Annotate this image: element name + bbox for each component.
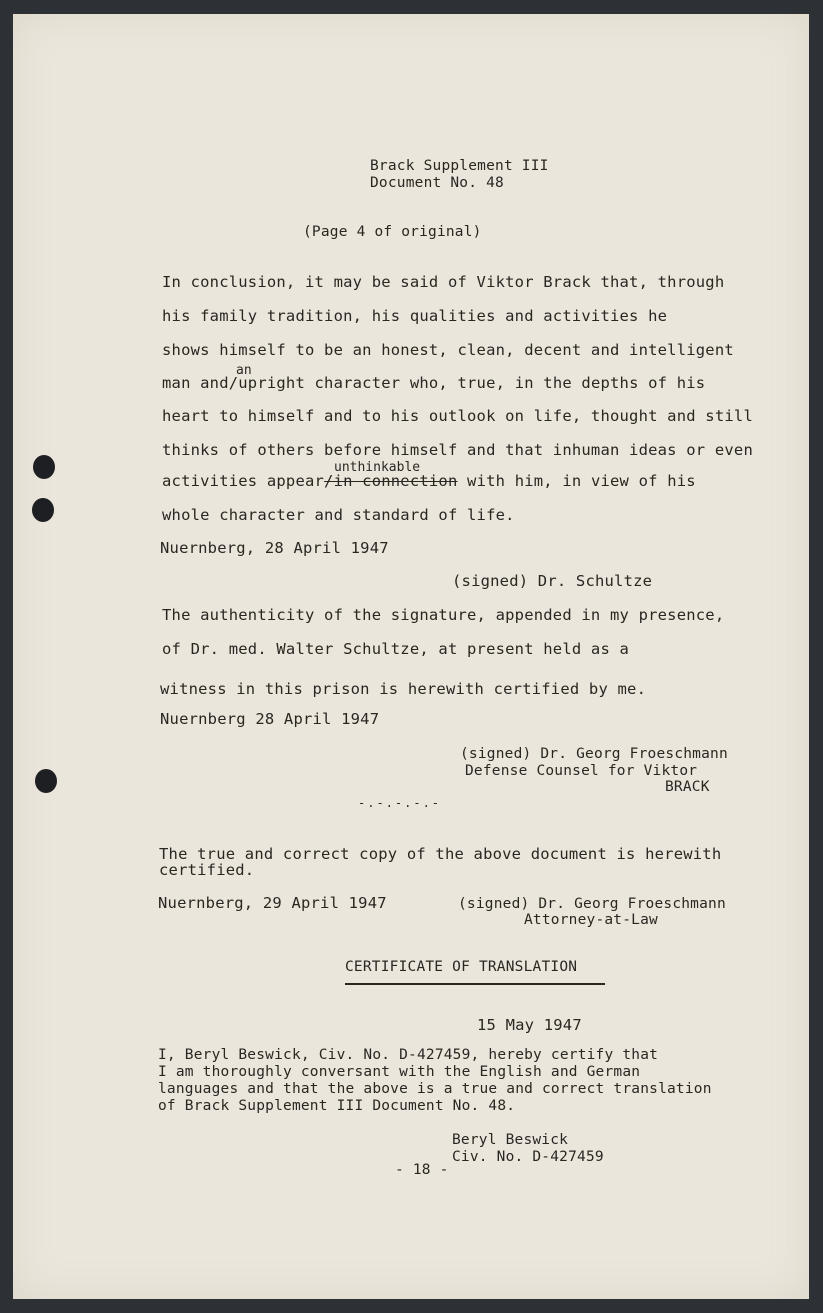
punch-hole bbox=[33, 455, 55, 479]
title-underline bbox=[345, 983, 605, 985]
punch-hole bbox=[35, 769, 57, 793]
statement-line: thinks of others before himself and that inhuman ideas or even bbox=[162, 441, 753, 459]
translation-line: languages and that the above is a true and correct translation bbox=[158, 1081, 712, 1097]
doc-header-line1: Brack Supplement III bbox=[370, 158, 549, 174]
statement-line: his family tradition, his qualities and activities he bbox=[162, 307, 668, 325]
signature-name: BRACK bbox=[665, 779, 710, 795]
struck-text: /in connection bbox=[324, 472, 458, 490]
statement-line: heart to himself and to his outlook on life, thought and still bbox=[162, 407, 753, 425]
signature-line: (signed) Dr. Schultze bbox=[452, 572, 653, 590]
translation-line: I am thoroughly conversant with the English and German bbox=[158, 1064, 641, 1080]
statement-line: shows himself to be an honest, clean, decent and intelligent bbox=[162, 341, 734, 359]
page-number: - 18 - bbox=[395, 1162, 449, 1178]
copy-cert-line: certified. bbox=[159, 861, 255, 879]
copy-cert-line: The true and correct copy of the above document is herewith bbox=[159, 845, 722, 863]
statement-line: In conclusion, it may be said of Viktor Brack that, through bbox=[162, 273, 725, 291]
signature-line: (signed) Dr. Georg Froeschmann bbox=[460, 746, 728, 762]
place-date: Nuernberg, 29 April 1947 bbox=[158, 894, 387, 912]
signature-title: Attorney-at-Law bbox=[524, 912, 658, 928]
signature-title: Defense Counsel for Viktor bbox=[465, 763, 698, 779]
authentication-line: of Dr. med. Walter Schultze, at present held as a bbox=[162, 640, 630, 658]
separator: -.-.-.-.- bbox=[358, 796, 442, 810]
handwritten-insertion: an bbox=[236, 363, 252, 378]
translation-date: 15 May 1947 bbox=[477, 1016, 582, 1034]
typed-insertion: unthinkable bbox=[334, 460, 421, 475]
place-date: Nuernberg, 28 April 1947 bbox=[160, 539, 389, 557]
authentication-line: The authenticity of the signature, appended in my presence, bbox=[162, 606, 725, 624]
statement-text: man and bbox=[162, 374, 229, 392]
translator-name: Beryl Beswick bbox=[452, 1132, 569, 1148]
doc-header-line2: Document No. 48 bbox=[370, 175, 504, 191]
page-reference: (Page 4 of original) bbox=[303, 224, 482, 240]
statement-text: with him, in view of his bbox=[457, 472, 696, 490]
certificate-title: CERTIFICATE OF TRANSLATION bbox=[345, 959, 578, 975]
signature-line: (signed) Dr. Georg Froeschmann bbox=[458, 896, 726, 912]
translation-line: of Brack Supplement III Document No. 48. bbox=[158, 1098, 516, 1114]
authentication-line: witness in this prison is herewith certified by me. bbox=[160, 680, 647, 698]
place-date: Nuernberg 28 April 1947 bbox=[160, 710, 380, 728]
translation-line: I, Beryl Beswick, Civ. No. D-427459, hereby certify that bbox=[158, 1047, 659, 1063]
translator-civ-no: Civ. No. D-427459 bbox=[452, 1149, 604, 1165]
statement-text: /upright character who, true, in the depths of his bbox=[228, 374, 706, 392]
statement-line bbox=[162, 472, 696, 490]
statement-line: whole character and standard of life. bbox=[162, 506, 515, 524]
punch-hole bbox=[32, 498, 54, 522]
statement-text: activities appear bbox=[162, 472, 325, 490]
